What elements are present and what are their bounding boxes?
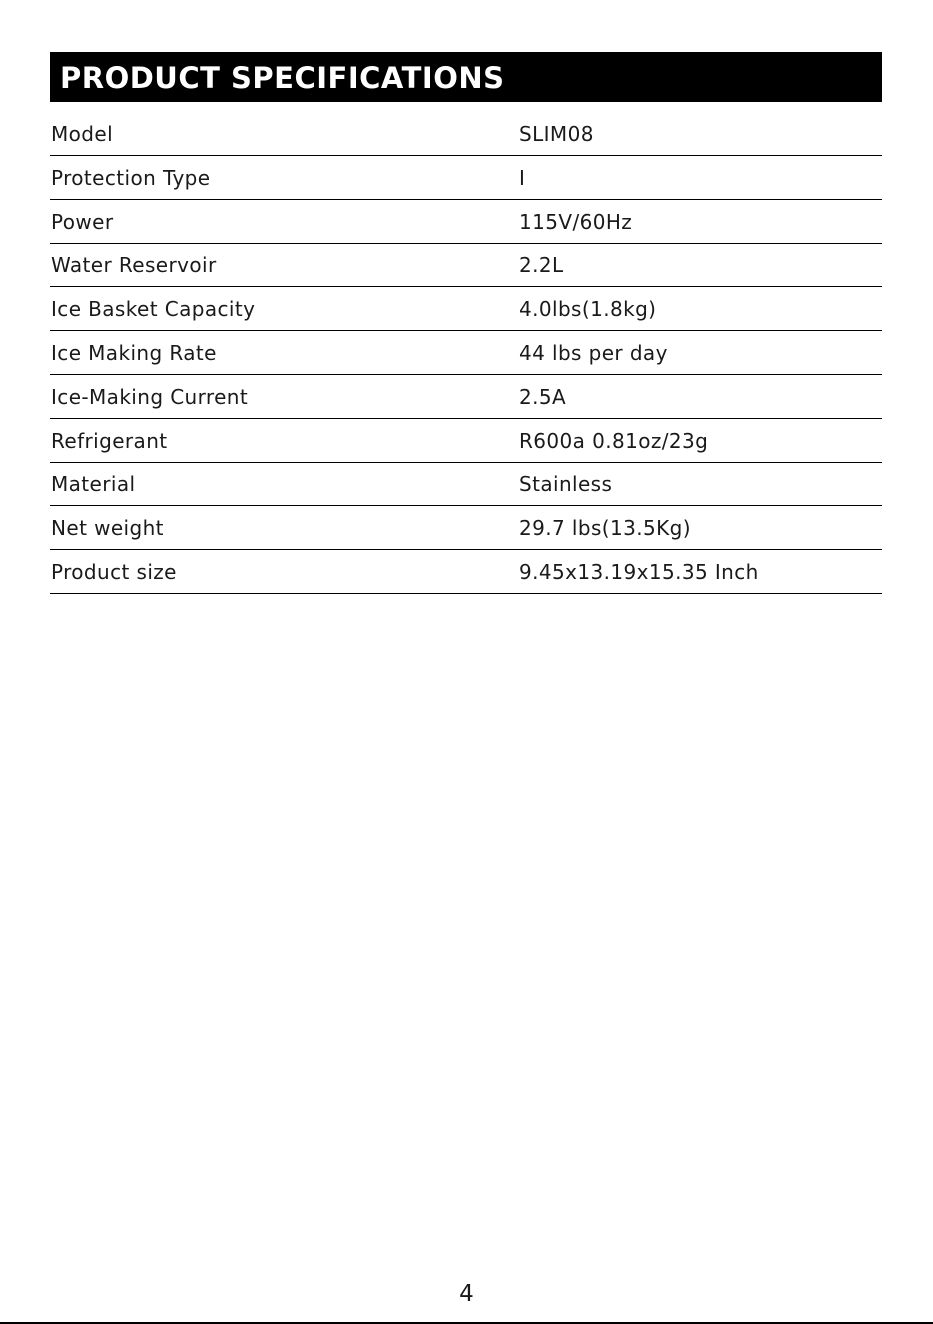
spec-table [50, 113, 882, 594]
spec-row-water-reservoir [50, 244, 882, 287]
spec-row-product-size [50, 551, 882, 594]
section-header [50, 52, 882, 102]
spec-value: 9.45x13.19x15.35 Inch [519, 559, 759, 584]
spec-label: Ice-Making Current [51, 384, 249, 409]
spec-value: Stainless [519, 472, 613, 497]
spec-label: Ice Basket Capacity [51, 297, 256, 322]
spec-label: Product size [51, 559, 177, 584]
spec-row-net-weight [50, 507, 882, 550]
spec-label: Net weight [51, 516, 164, 541]
spec-value: 115V/60Hz [519, 209, 633, 234]
spec-value: 29.7 lbs(13.5Kg) [519, 516, 691, 541]
spec-value: SLIM08 [519, 122, 594, 146]
spec-row-protection-type [50, 157, 882, 200]
spec-row-ice-basket-capacity [50, 288, 882, 331]
spec-value: 2.2L [519, 253, 564, 278]
spec-value: I [519, 165, 526, 190]
spec-row-ice-making-current [50, 376, 882, 419]
spec-label: Ice Making Rate [51, 340, 217, 365]
spec-row-ice-making-rate [50, 332, 882, 375]
spec-label: Protection Type [51, 165, 211, 190]
page-title: PRODUCT SPECIFICATIONS [60, 60, 505, 95]
spec-value: 4.0lbs(1.8kg) [519, 297, 657, 322]
spec-label: Power [51, 209, 114, 234]
spec-value: 44 lbs per day [519, 340, 668, 365]
page-number: 4 [459, 1281, 474, 1307]
spec-row-refrigerant [50, 420, 882, 463]
spec-label: Material [51, 472, 136, 497]
spec-label: Refrigerant [51, 428, 168, 453]
spec-value: R600a 0.81oz/23g [519, 428, 709, 453]
spec-label: Model [51, 122, 114, 146]
spec-row-model [50, 113, 882, 156]
spec-value: 2.5A [519, 384, 567, 409]
spec-row-material [50, 463, 882, 506]
spec-label: Water Reservoir [51, 253, 217, 278]
spec-row-power [50, 201, 882, 244]
